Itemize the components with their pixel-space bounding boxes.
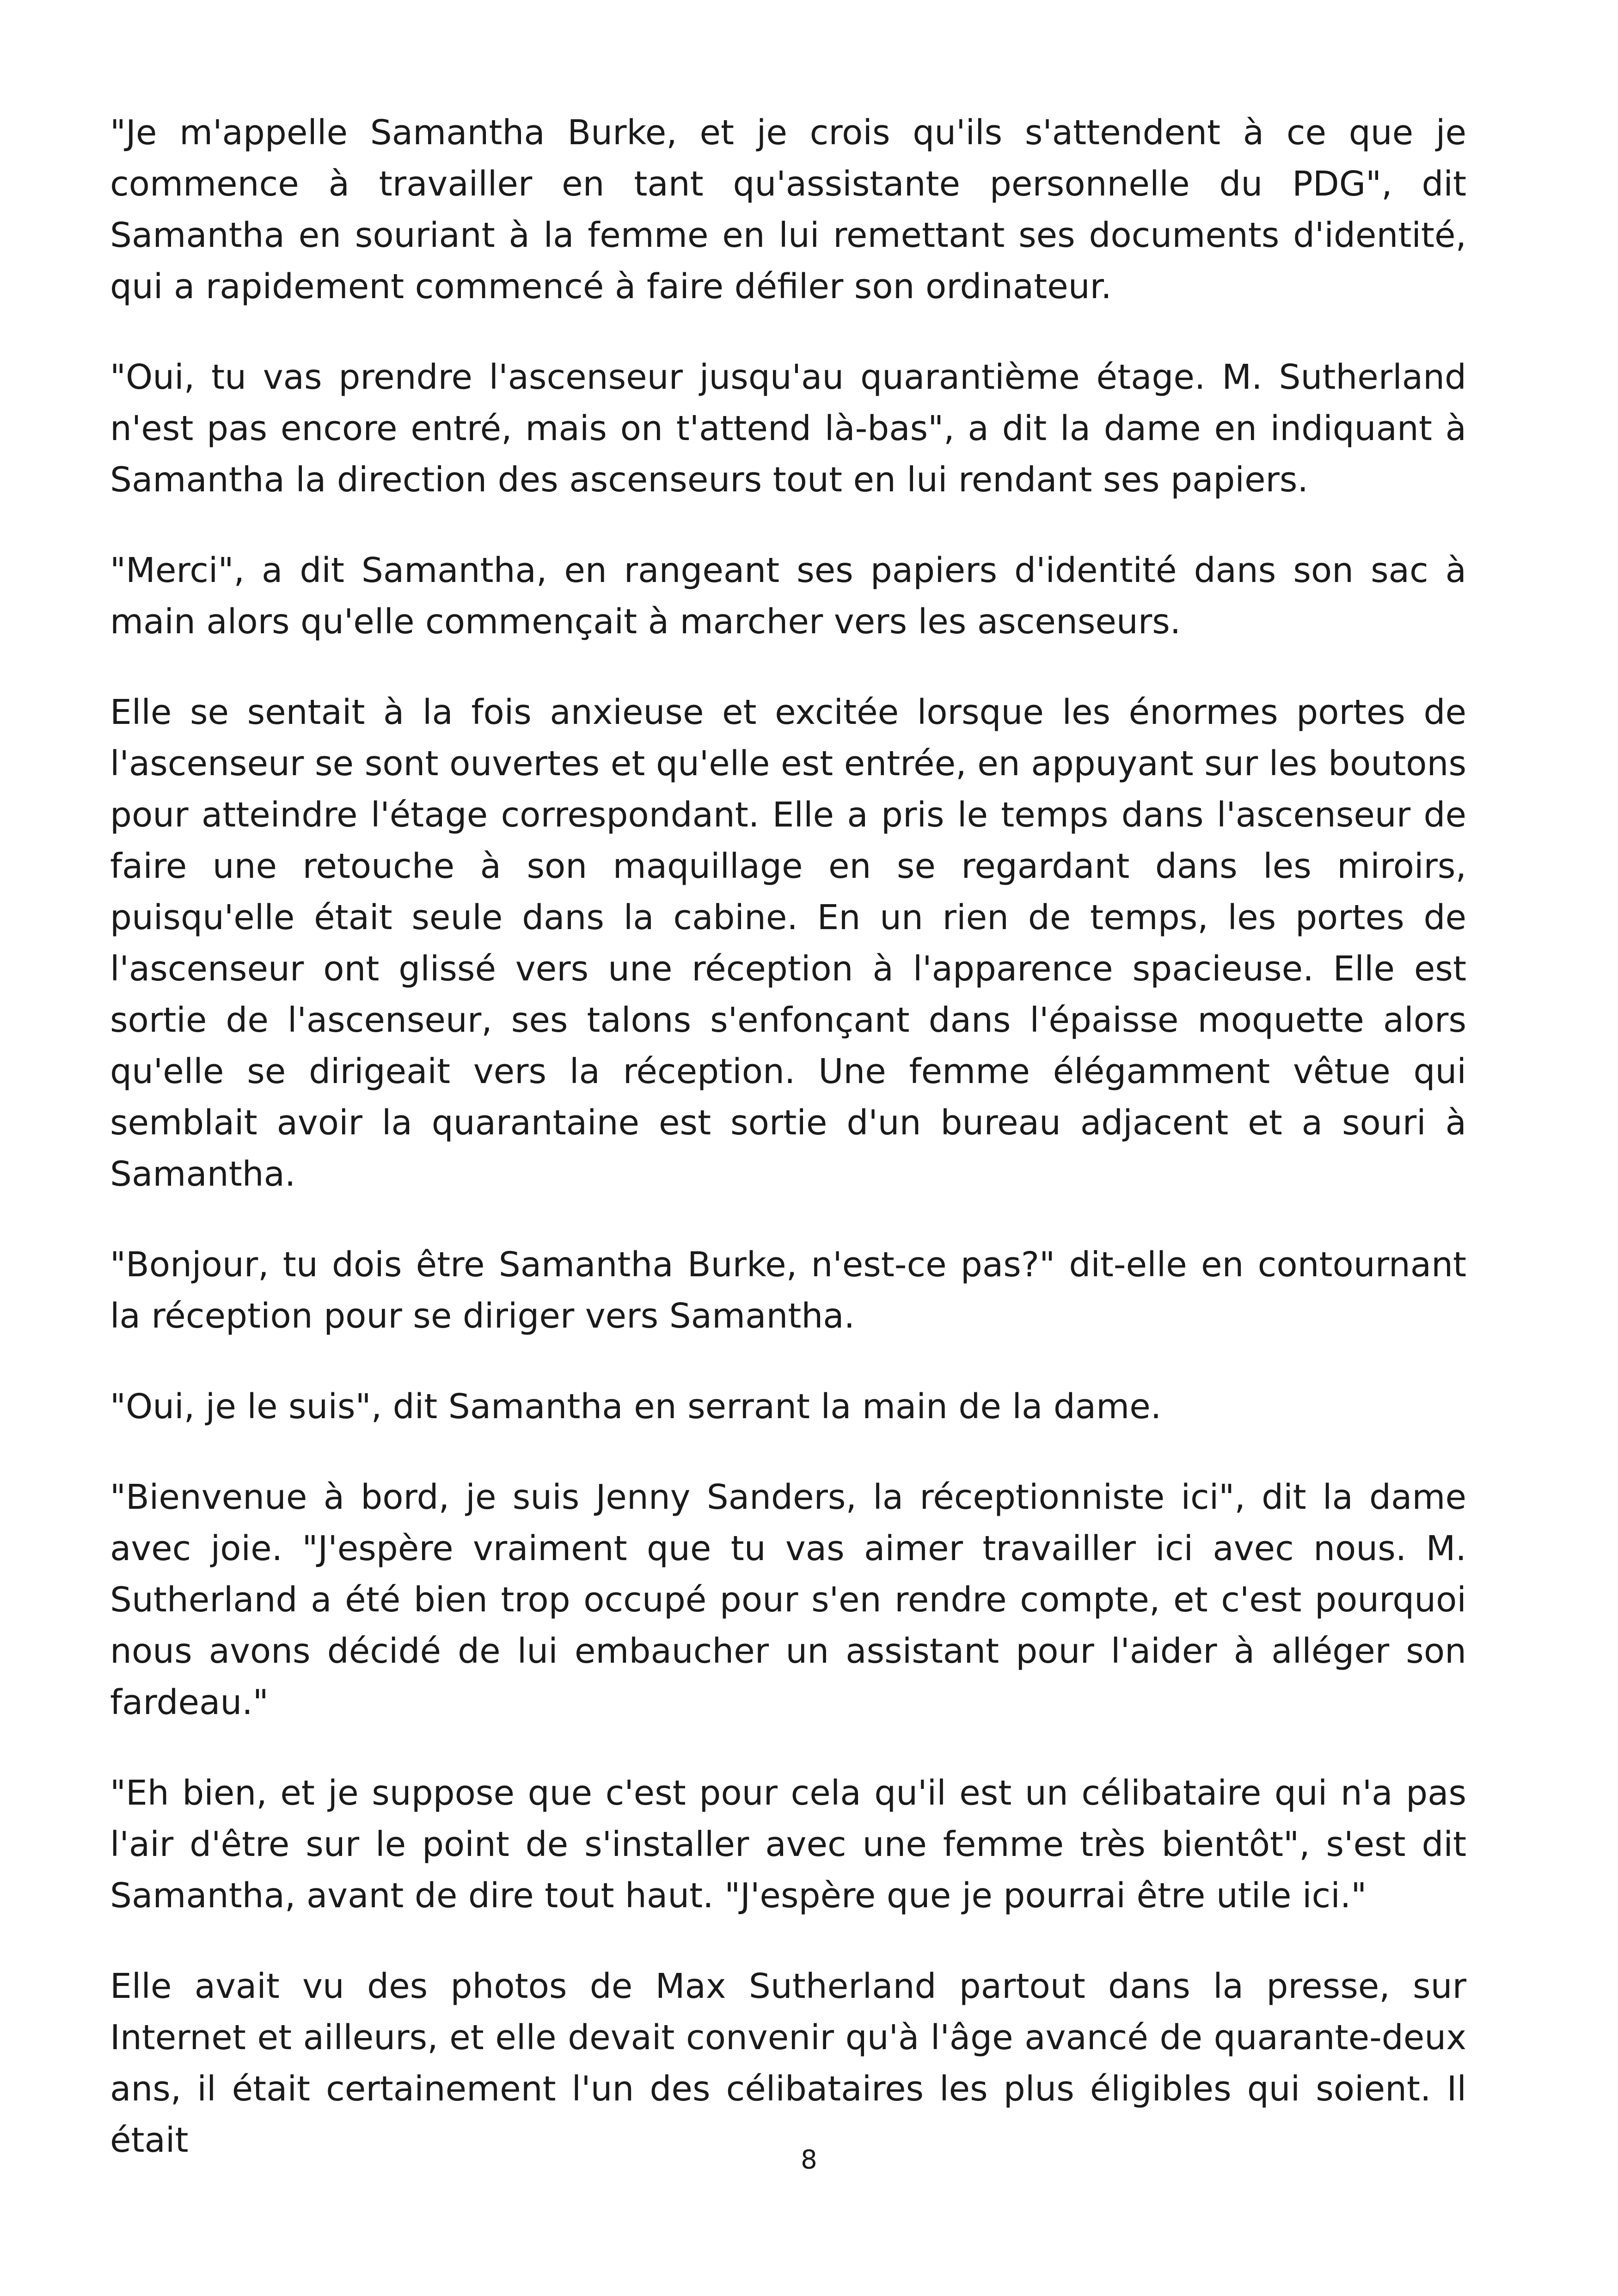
- paragraph: "Oui, tu vas prendre l'ascenseur jusqu'au quarantième étage. M. Sutherland n'est pas encore entré, mais on t'attend là-bas", a dit la dame en indiquant à Samantha la direction des ascenseurs tout en lui rendant ses papiers.: [110, 357, 1466, 500]
- paragraph: Elle avait vu des photos de Max Sutherland partout dans la presse, sur Internet et ailleurs, et elle devait convenir qu'à l'âge avancé de quarante-deux ans, il était certainement l'un des célibataires les plus éligibles qui soient. Il était: [110, 1966, 1466, 2160]
- document-body: [110, 107, 1466, 2166]
- paragraph: "Oui, je le suis", dit Samantha en serrant la main de la dame.: [110, 1387, 1162, 1427]
- paragraph: "Je m'appelle Samantha Burke, et je crois qu'ils s'attendent à ce que je commence à travailler en tant qu'assistante personnelle du PDG", dit Samantha en souriant à la femme en lui remettant ses documents d'identité, qui a rapidement commencé à faire défiler son ordinateur.: [110, 113, 1466, 306]
- paragraph: Elle se sentait à la fois anxieuse et excitée lorsque les énormes portes de l'ascenseur se sont ouvertes et qu'elle est entrée, en appuyant sur les boutons pour atteindre l'étage correspondant. Elle a pris le temps dans l'ascenseur de faire une retouche à son maquillage en se regardant dans les miroirs, puisqu'elle était seule dans la cabine. En un rien de temps, les portes de l'ascenseur ont glissé vers une réception à l'apparence spacieuse. Elle est sortie de l'ascenseur, ses talons s'enfonçant dans l'épaisse moquette alors qu'elle se dirigeait vers la réception. Une femme élégamment vêtue qui semblait avoir la quarantaine est sortie d'un bureau adjacent et a souri à Samantha.: [110, 692, 1466, 1194]
- paragraph: "Bonjour, tu dois être Samantha Burke, n'est-ce pas?" dit-elle en contournant la réception pour se diriger vers Samantha.: [110, 1245, 1466, 1336]
- paragraph: "Merci", a dit Samantha, en rangeant ses papiers d'identité dans son sac à main alors qu'elle commençait à marcher vers les ascenseurs.: [110, 551, 1466, 642]
- paragraph: "Bienvenue à bord, je suis Jenny Sanders, la réceptionniste ici", dit la dame avec joie. "J'espère vraiment que tu vas aimer travailler ici avec nous. M. Sutherland a été bien trop occupé pour s'en rendre compte, et c'est pourquoi nous avons décidé de lui embaucher un assistant pour l'aider à alléger son fardeau.": [110, 1477, 1466, 1722]
- paragraph: "Eh bien, et je suppose que c'est pour cela qu'il est un célibataire qui n'a pas l'air d'être sur le point de s'installer avec une femme très bientôt", s'est dit Samantha, avant de dire tout haut. "J'espère que je pourrai être utile ici.": [110, 1773, 1466, 1916]
- page-number: 8: [801, 2145, 817, 2175]
